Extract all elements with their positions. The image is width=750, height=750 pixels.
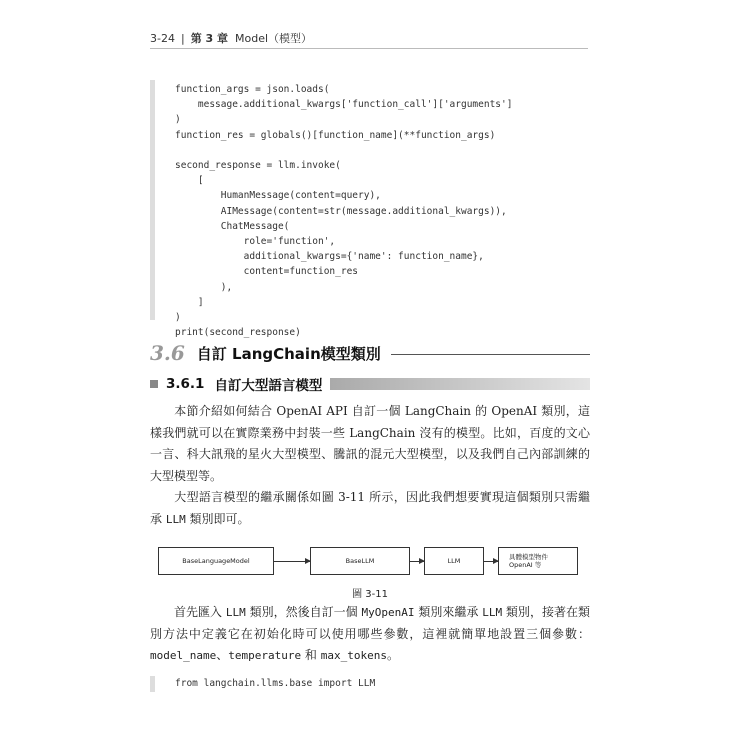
page-number: 3-24 xyxy=(150,32,175,45)
subsection-marker xyxy=(150,380,158,388)
paragraph xyxy=(150,487,590,530)
page-header xyxy=(150,30,590,46)
header-rule xyxy=(150,48,588,49)
inline-code: LLM xyxy=(165,512,186,526)
arrow-connector xyxy=(410,561,424,562)
diagram-node-concrete xyxy=(498,547,578,575)
diagram-node-line: 具體模型物件 xyxy=(509,553,548,561)
inline-code: model_name xyxy=(150,649,217,662)
inline-code: LLM xyxy=(225,606,246,619)
arrow-connector xyxy=(484,561,498,562)
inheritance-diagram xyxy=(158,547,578,577)
subsection-title: 自訂大型語言模型 xyxy=(214,378,323,394)
paragraph-text: 類別，接著在類別方法中定義它在初始化時可以使用哪些參數，這裡就簡單地設置三個參數： xyxy=(150,605,590,641)
subsection-heading xyxy=(150,373,590,395)
paragraph-text: 、 xyxy=(216,648,229,662)
section-heading xyxy=(150,338,590,368)
paragraph-text: 類別即可。 xyxy=(185,511,250,526)
diagram-node-line: OpenAI 等 xyxy=(509,561,542,569)
paragraph xyxy=(150,602,590,667)
code-block xyxy=(150,676,590,692)
code-text: function_args = json.loads( message.additional_kwargs['function_call']['arguments'] ) function_res = globals()[function_name](**function_args) second_response = llm.invoke( [ HumanMessage(content=query), AIMessage(content=str(message.additional_kwargs)), ChatMessage( role='function', additional_kwargs={'name': function_name}, content=function_res ), ] ) print(second_response) xyxy=(175,84,513,339)
inline-code: max_tokens xyxy=(320,649,387,662)
paragraph-text: 類別來繼承 xyxy=(414,605,483,619)
paragraph-text: 和 xyxy=(301,648,321,662)
diagram-node: BaseLLM xyxy=(310,547,410,575)
section-title: 自訂 LangChain模型類別 xyxy=(196,344,381,363)
inline-code: temperature xyxy=(228,649,302,662)
chapter-title: Model（模型） xyxy=(235,32,313,45)
inline-code: MyOpenAI xyxy=(361,606,415,619)
subsection-number: 3.6.1 xyxy=(166,376,205,392)
paragraph-text: 類別，然後自訂一個 xyxy=(245,605,362,619)
header-separator: | xyxy=(180,32,185,45)
diagram-node: BaseLanguageModel xyxy=(158,547,274,575)
paragraph-text: 大型語言模型的繼承關係如圖 3-11 所示，因此我們想要實現這個類別只需繼承 xyxy=(150,490,590,526)
arrow-connector xyxy=(274,561,310,562)
paragraph-text: 首先匯入 xyxy=(174,605,226,619)
subsection-bar xyxy=(330,378,590,390)
chapter-label: 第 3 章 xyxy=(190,32,229,45)
paragraph-text: 本節介紹如何結合 OpenAI API 自訂一個 LangChain 的 OpenAI 類別，這樣我們就可以在實際業務中封裝一些 LangChain 沒有的模型。比如，百度的文心一言、科大訊飛的星火大型模型、騰訊的混元大型模型，以及我們自己內部訓練的大型模型等。 xyxy=(150,404,590,483)
code-text: from langchain.llms.base import LLM xyxy=(175,678,376,689)
paragraph-text: 。 xyxy=(386,648,399,662)
paragraph xyxy=(150,401,590,487)
section-number: 3.6 xyxy=(150,341,185,365)
figure-caption: 圖 3-11 xyxy=(352,589,388,600)
diagram-node: LLM xyxy=(424,547,484,575)
section-rule xyxy=(391,354,590,355)
inline-code: LLM xyxy=(482,606,503,619)
code-block xyxy=(150,80,590,339)
